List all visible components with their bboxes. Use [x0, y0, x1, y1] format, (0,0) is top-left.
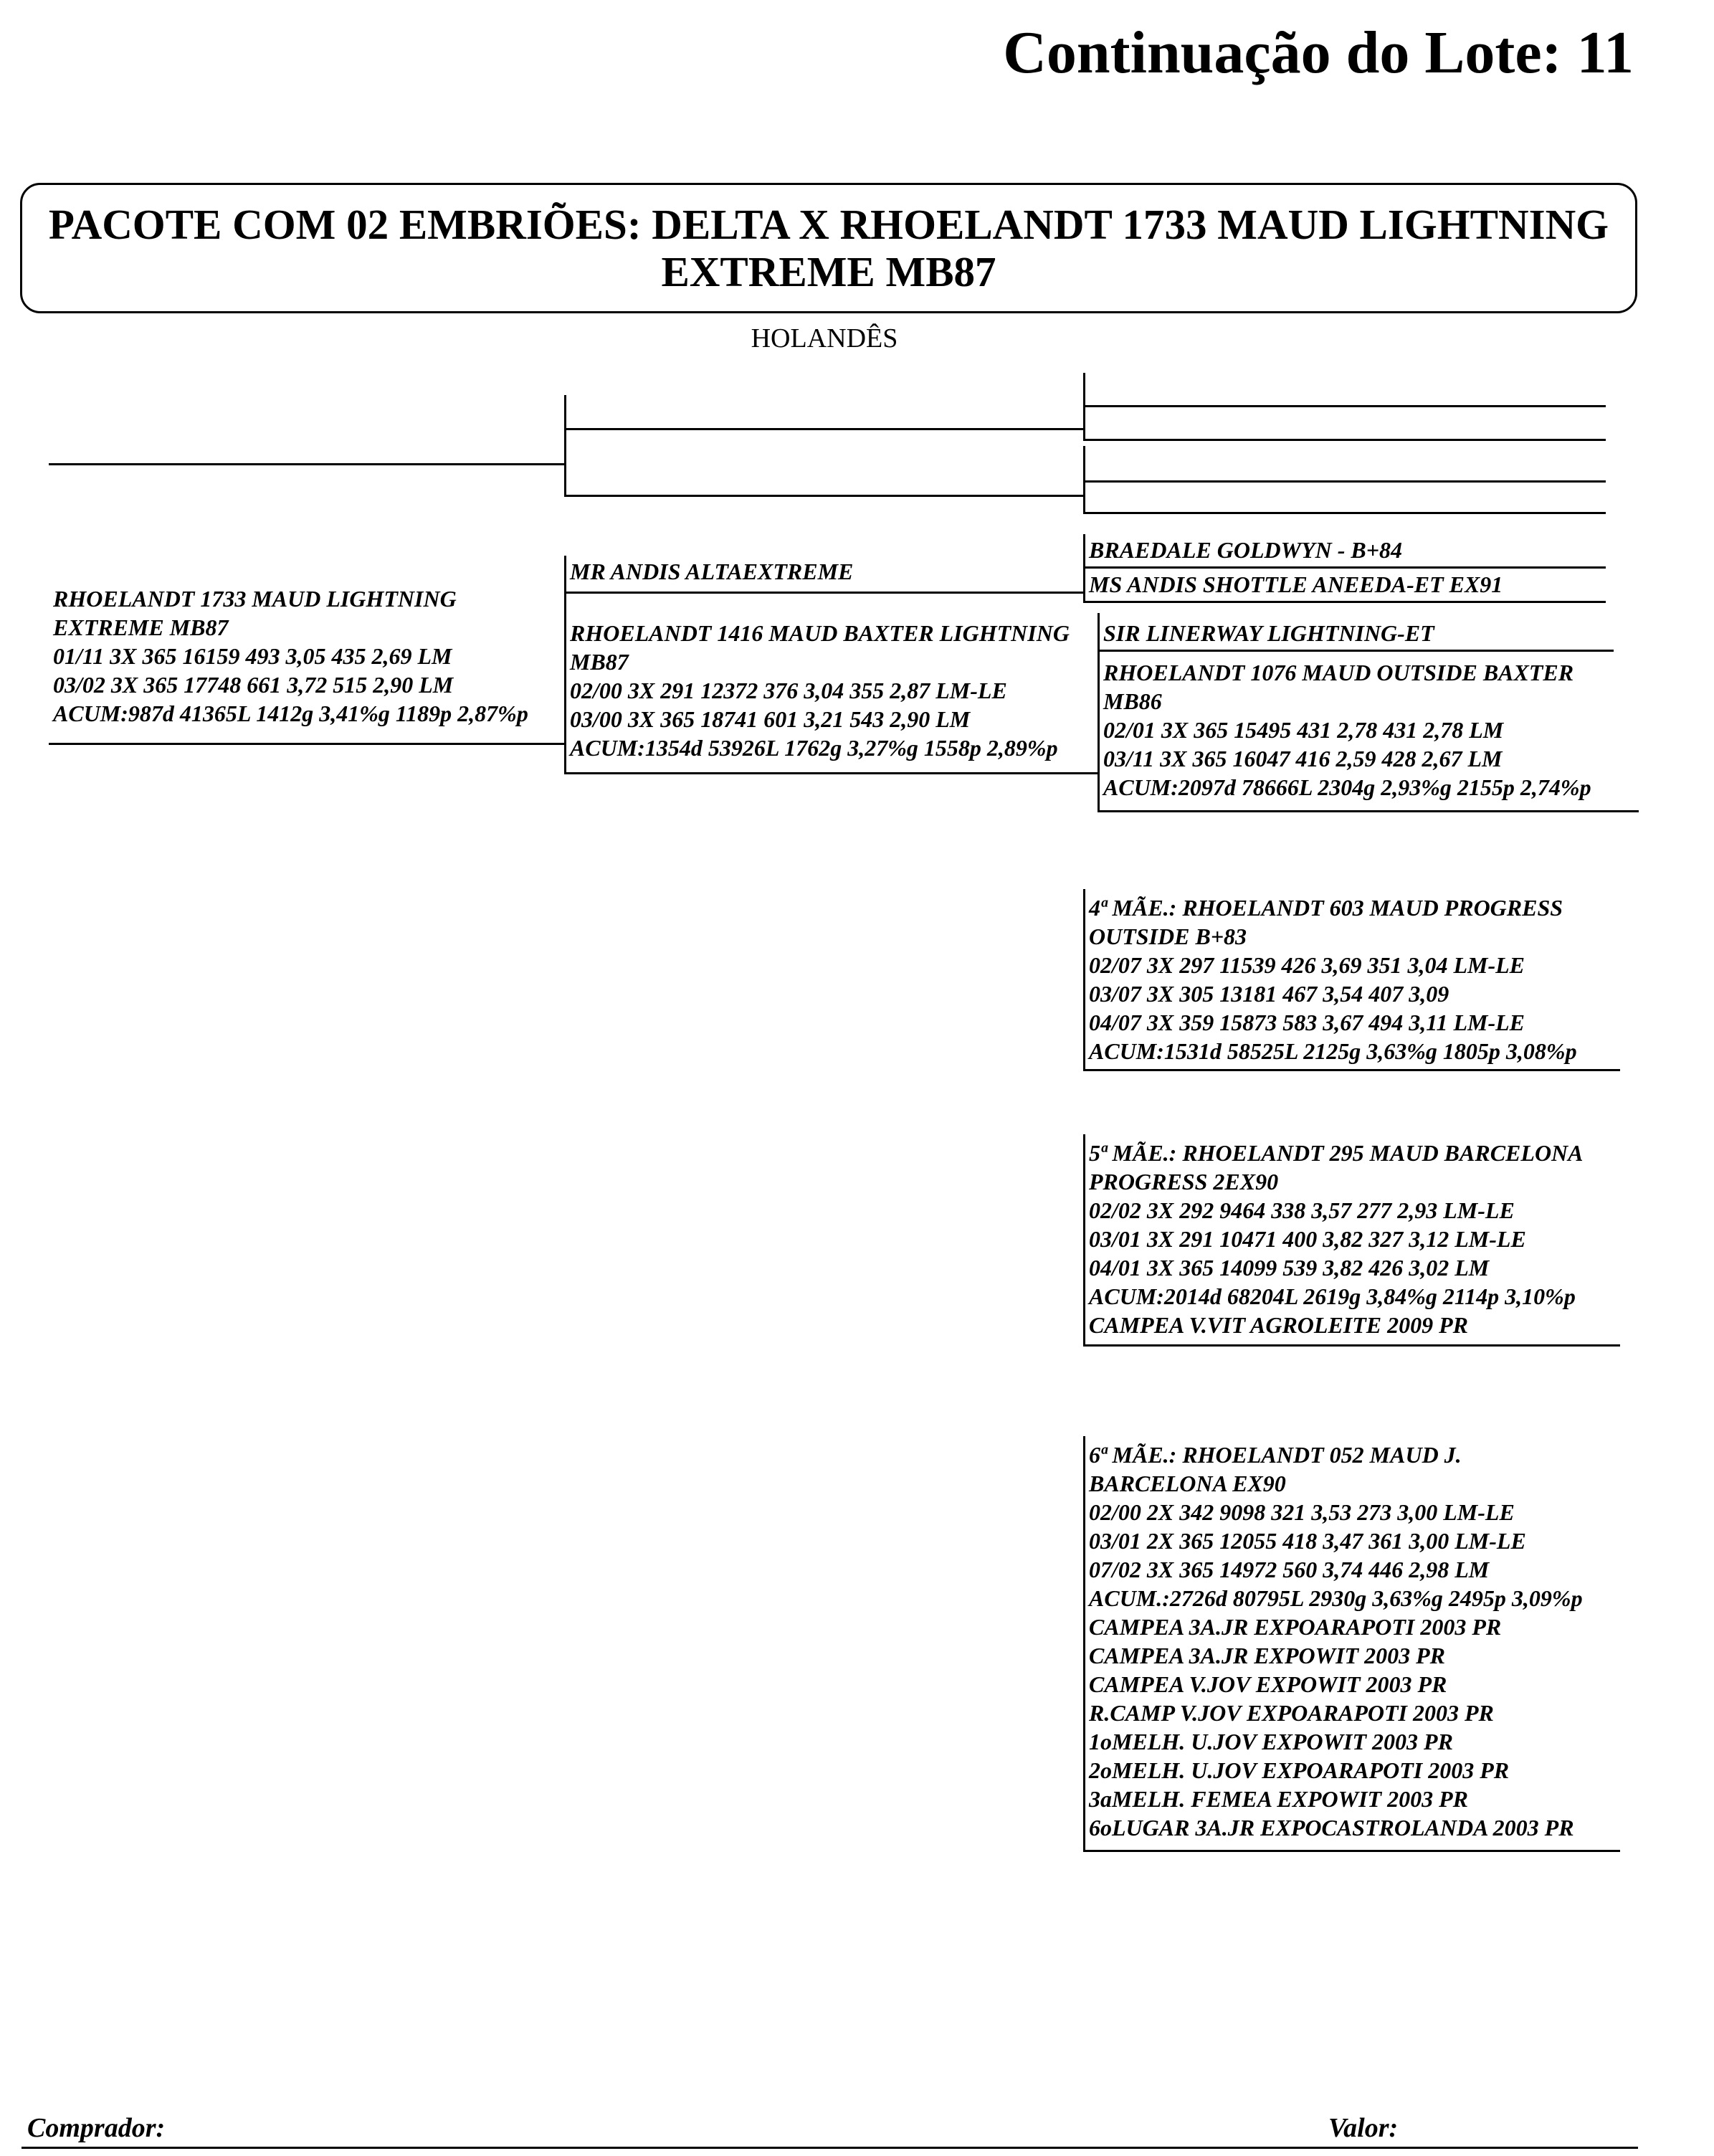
mae5-bracket: [1083, 1134, 1085, 1347]
dam-sire-underline: [564, 592, 1084, 594]
mae6-line: ACUM.:2726d 80795L 2930g 3,63%g 2495p 3,09%p: [1089, 1585, 1583, 1611]
sire-dam-line: [564, 495, 1084, 497]
dam-underline: [49, 743, 565, 745]
buyer-label: Comprador:: [27, 2113, 166, 2143]
ggd-dam-underline: [1098, 810, 1639, 812]
dam-sire-info: [570, 557, 853, 586]
granddam-info: [570, 619, 1070, 762]
granddam-line: MB87: [570, 649, 629, 675]
sire-ggd-line-2: [1083, 512, 1606, 514]
sire-sire-line: [564, 428, 1084, 430]
ggs-sire-name: BRAEDALE GOLDWYN - B+84: [1089, 537, 1402, 563]
footer-rule: [22, 2147, 1638, 2149]
ggd-sire-name: SIR LINERWAY LIGHTNING-ET: [1103, 620, 1434, 646]
mae6-underline: [1083, 1850, 1620, 1852]
ggd-dam-line: MB86: [1103, 688, 1162, 714]
mae4-info: [1089, 893, 1577, 1065]
sire-ggs-line-2: [1083, 439, 1606, 441]
dam-bracket: [564, 556, 566, 773]
ggd-dam-line: RHOELANDT 1076 MAUD OUTSIDE BAXTER: [1103, 660, 1574, 685]
mae4-underline: [1083, 1069, 1620, 1071]
mae4-line: 4ª MÃE.: RHOELANDT 603 MAUD PROGRESS: [1089, 895, 1563, 921]
mae4-line: 03/07 3X 305 13181 467 3,54 407 3,09: [1089, 981, 1449, 1007]
mae5-line: CAMPEA V.VIT AGROLEITE 2009 PR: [1089, 1312, 1469, 1338]
value-label: Valor:: [1328, 2113, 1399, 2143]
mae5-line: PROGRESS 2EX90: [1089, 1169, 1279, 1195]
mae5-line: 5ª MÃE.: RHOELANDT 295 MAUD BARCELONA: [1089, 1140, 1584, 1166]
sire-ggs-line-1: [1083, 405, 1606, 407]
ggs-dam-name: MS ANDIS SHOTTLE ANEEDA-ET EX91: [1089, 571, 1503, 597]
ggs-dam-info: [1089, 570, 1503, 599]
page-header-title: Continuação do Lote: 11: [1003, 19, 1634, 86]
mae6-line: 3aMELH. FEMEA EXPOWIT 2003 PR: [1089, 1786, 1468, 1812]
sire-ggd-line-1: [1083, 480, 1606, 483]
lot-title: PACOTE COM 02 EMBRIÕES: DELTA X RHOELANDT 1733 MAUD LIGHTNING EXTREME MB87: [48, 200, 1609, 295]
mae5-line: 04/01 3X 365 14099 539 3,82 426 3,02 LM: [1089, 1255, 1490, 1281]
dam-sire-name: MR ANDIS ALTAEXTREME: [570, 559, 854, 584]
lot-title-box: [20, 183, 1637, 313]
mae6-line: 1oMELH. U.JOV EXPOWIT 2003 PR: [1089, 1729, 1453, 1754]
ggd-sire-underline: [1098, 650, 1614, 652]
dam-line: 01/11 3X 365 16159 493 3,05 435 2,69 LM: [53, 643, 452, 669]
breed-label: HOLANDÊS: [751, 323, 898, 353]
mae5-line: 02/02 3X 292 9464 338 3,57 277 2,93 LM-LE: [1089, 1197, 1515, 1223]
mae6-line: 03/01 2X 365 12055 418 3,47 361 3,00 LM-LE: [1089, 1528, 1526, 1554]
ggd-sire-info: [1103, 619, 1434, 647]
mae6-line: BARCELONA EX90: [1089, 1471, 1286, 1496]
dam-line: ACUM:987d 41365L 1412g 3,41%g 1189p 2,87%p: [53, 701, 528, 726]
ggd-bracket: [1098, 613, 1100, 812]
mae6-line: CAMPEA 3A.JR EXPOWIT 2003 PR: [1089, 1643, 1445, 1668]
mae4-line: 04/07 3X 359 15873 583 3,67 494 3,11 LM-LE: [1089, 1010, 1525, 1035]
granddam-line: ACUM:1354d 53926L 1762g 3,27%g 1558p 2,89%p: [570, 735, 1058, 761]
mae4-bracket: [1083, 889, 1085, 1071]
dam-line: RHOELANDT 1733 MAUD LIGHTNING: [53, 586, 457, 612]
dam-line: EXTREME MB87: [53, 614, 229, 640]
mae6-info: [1089, 1440, 1583, 1842]
sire-bracket: [564, 395, 566, 497]
ggs-dam-underline: [1083, 601, 1606, 603]
dam-line: 03/02 3X 365 17748 661 3,72 515 2,90 LM: [53, 672, 454, 698]
granddam-underline: [564, 772, 1098, 774]
mae6-line: CAMPEA 3A.JR EXPOARAPOTI 2003 PR: [1089, 1614, 1502, 1640]
mae4-line: ACUM:1531d 58525L 2125g 3,63%g 1805p 3,08%p: [1089, 1038, 1577, 1064]
mae4-line: 02/07 3X 297 11539 426 3,69 351 3,04 LM-LE: [1089, 952, 1525, 978]
ggs-sire-info: [1089, 536, 1402, 564]
mae5-line: 03/01 3X 291 10471 400 3,82 327 3,12 LM-LE: [1089, 1226, 1526, 1252]
mae5-underline: [1083, 1344, 1620, 1347]
mae6-line: 6ª MÃE.: RHOELANDT 052 MAUD J.: [1089, 1442, 1462, 1468]
mae5-info: [1089, 1139, 1584, 1339]
dam-info: [53, 584, 528, 728]
granddam-line: 02/00 3X 291 12372 376 3,04 355 2,87 LM-LE: [570, 678, 1007, 703]
mae6-line: R.CAMP V.JOV EXPOARAPOTI 2003 PR: [1089, 1700, 1494, 1726]
granddam-line: RHOELANDT 1416 MAUD BAXTER LIGHTNING: [570, 620, 1070, 646]
ggs-sire-underline: [1083, 566, 1606, 569]
mae6-line: 07/02 3X 365 14972 560 3,74 446 2,98 LM: [1089, 1557, 1490, 1582]
mae4-line: OUTSIDE B+83: [1089, 923, 1247, 949]
ggd-dam-line: 03/11 3X 365 16047 416 2,59 428 2,67 LM: [1103, 746, 1503, 771]
mae5-line: ACUM:2014d 68204L 2619g 3,84%g 2114p 3,10%p: [1089, 1283, 1576, 1309]
mae6-line: 2oMELH. U.JOV EXPOARAPOTI 2003 PR: [1089, 1757, 1510, 1783]
mae6-line: 02/00 2X 342 9098 321 3,53 273 3,00 LM-LE: [1089, 1499, 1515, 1525]
ggd-dam-info: [1103, 658, 1591, 802]
mae6-line: 6oLUGAR 3A.JR EXPOCASTROLANDA 2003 PR: [1089, 1815, 1574, 1841]
ggd-dam-line: ACUM:2097d 78666L 2304g 2,93%g 2155p 2,74%p: [1103, 774, 1591, 800]
mae6-line: CAMPEA V.JOV EXPOWIT 2003 PR: [1089, 1671, 1447, 1697]
sire-line: [49, 463, 565, 465]
granddam-line: 03/00 3X 365 18741 601 3,21 543 2,90 LM: [570, 706, 971, 732]
ggd-dam-line: 02/01 3X 365 15495 431 2,78 431 2,78 LM: [1103, 717, 1504, 743]
mae6-bracket: [1083, 1436, 1085, 1852]
